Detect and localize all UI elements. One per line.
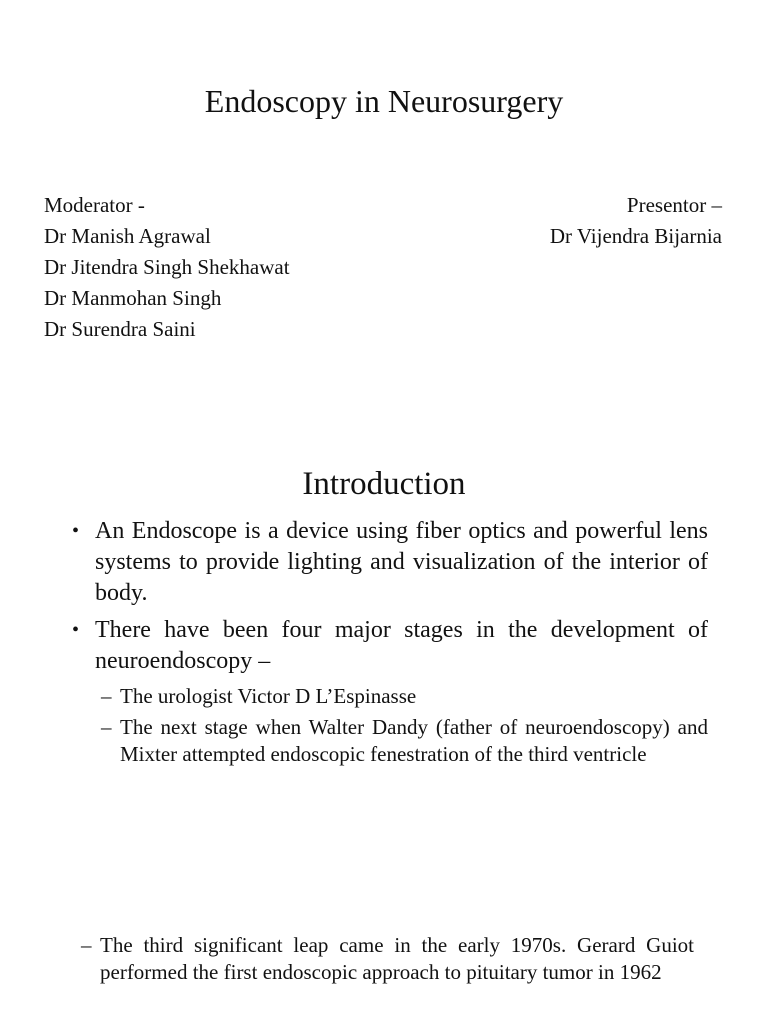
sub-bullet-text: The urologist Victor D L’Espinasse [120,684,417,708]
dash-mark: – [101,684,112,708]
slide-title-page [0,0,768,420]
presentor-block [550,190,722,252]
slide-heading: Introduction [302,466,466,502]
moderator-label: Moderator - [44,193,145,217]
sub-bullet-text: The next stage when Walter Dandy (father of neuroendoscopy) and Mixter attempted endoscopic fenestration of the third ventricle [120,715,708,766]
moderator-name: Dr Jitendra Singh Shekhawat [44,255,290,279]
presentation-title: Endoscopy in Neurosurgery [204,83,564,119]
slide-continued [0,900,768,1024]
moderator-name: Dr Manmohan Singh [44,286,222,310]
dash-mark: – [81,933,92,957]
sub-bullet-item [101,714,708,768]
moderator-block [44,190,290,345]
moderator-name: Dr Surendra Saini [44,317,196,341]
bullet-item [72,615,708,677]
bullet-text: There have been four major stages in the development of neuroendoscopy – [95,617,708,674]
presentor-label: Presentor – [626,193,722,217]
bullet-mark: • [72,619,80,641]
sub-bullet-list [101,683,708,768]
sub-bullet-item [101,683,708,710]
sub-bullet-item [81,932,694,986]
presentor-name: Dr Vijendra Bijarnia [549,224,722,248]
bullet-item [72,516,708,609]
bullet-mark: • [72,520,80,542]
bullet-list [72,516,708,772]
bullet-text: An Endoscope is a device using fiber optics and powerful lens systems to provide lighting and visualization of the interior of body. [95,518,708,606]
slide-introduction [0,440,768,860]
sub-bullet-text: The third significant leap came in the early 1970s. Gerard Guiot performed the first endoscopic approach to pituitary tumor in 1962 [100,933,694,984]
sub-bullet-list [81,932,694,988]
dash-mark: – [101,715,112,739]
moderator-name: Dr Manish Agrawal [44,224,211,248]
